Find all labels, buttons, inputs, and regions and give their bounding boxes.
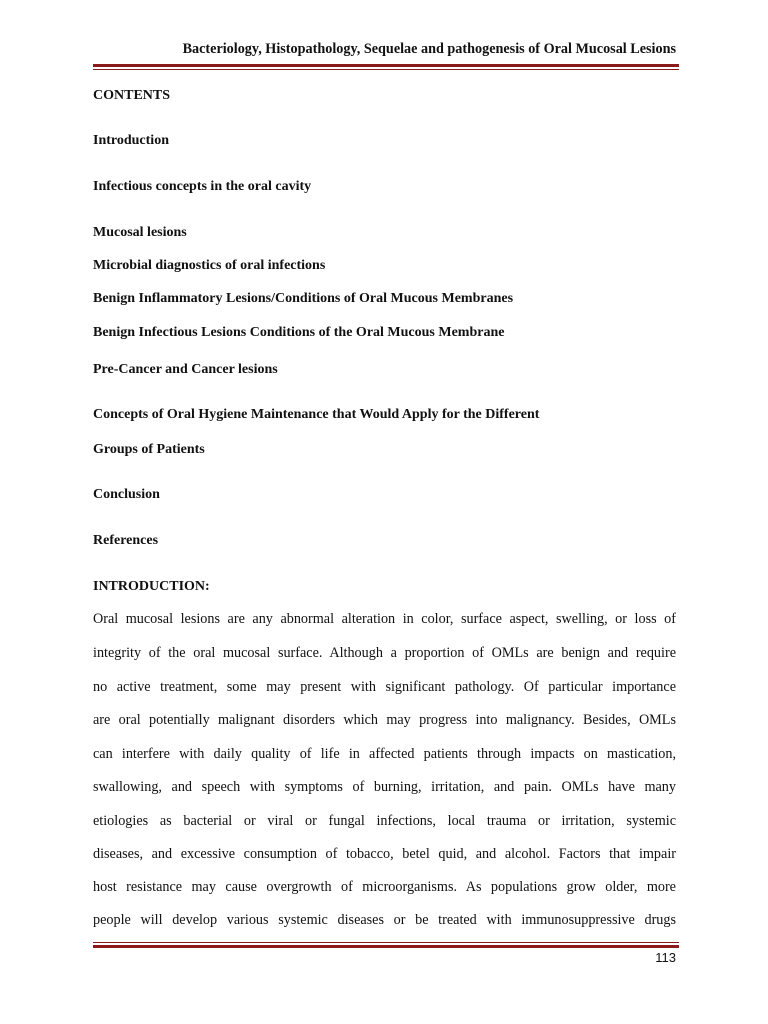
toc-item-benign-inflammatory: Benign Inflammatory Lesions/Conditions of Oral Mucous Membranes [93,291,514,306]
contents-heading: CONTENTS [93,88,171,103]
body-line: host resistance may cause overgrowth of microorganisms. As populations grow older, more [93,879,676,895]
toc-item-benign-infectious: Benign Infectious Lesions Conditions of the Oral Mucous Membrane [93,325,505,340]
toc-item-pre-cancer: Pre-Cancer and Cancer lesions [93,362,278,377]
toc-item-infectious-concepts: Infectious concepts in the oral cavity [93,179,312,194]
body-line: can interfere with daily quality of life in affected patients through impacts on mastication, [93,746,676,762]
body-line: diseases, and excessive consumption of tobacco, betel quid, and alcohol. Factors that impair [93,846,676,862]
body-line: etiologies as bacterial or viral or fungal infections, local trauma or irritation, systemic [93,813,676,829]
page-number: 113 [655,950,676,965]
toc-item-introduction: Introduction [93,133,169,148]
toc-item-oral-hygiene-continued: Groups of Patients [93,442,205,457]
footer-rule [93,945,679,948]
header-rule [93,64,679,67]
toc-item-references: References [93,533,159,548]
body-line: no active treatment, some may present with significant pathology. Of particular importance [93,679,676,695]
header-rule-secondary [93,69,679,70]
toc-item-microbial-diagnostics: Microbial diagnostics of oral infections [93,258,326,273]
footer-rule-secondary [93,942,679,943]
toc-item-oral-hygiene: Concepts of Oral Hygiene Maintenance that Would Apply for the Different [93,407,540,422]
body-line: integrity of the oral mucosal surface. Although a proportion of OMLs are benign and require [93,645,676,661]
body-line: people will develop various systemic diseases or be treated with immunosuppressive drugs [93,912,676,928]
running-header-title: Bacteriology, Histopathology, Sequelae and pathogenesis of Oral Mucosal Lesions [182,41,676,57]
body-line: Oral mucosal lesions are any abnormal alteration in color, surface aspect, swelling, or loss of [93,611,676,627]
introduction-heading: INTRODUCTION: [93,579,210,594]
body-line: swallowing, and speech with symptoms of burning, irritation, and pain. OMLs have many [93,779,676,795]
toc-item-conclusion: Conclusion [93,487,160,502]
toc-item-mucosal-lesions: Mucosal lesions [93,225,187,240]
body-line: are oral potentially malignant disorders which may progress into malignancy. Besides, OMLs [93,712,676,728]
